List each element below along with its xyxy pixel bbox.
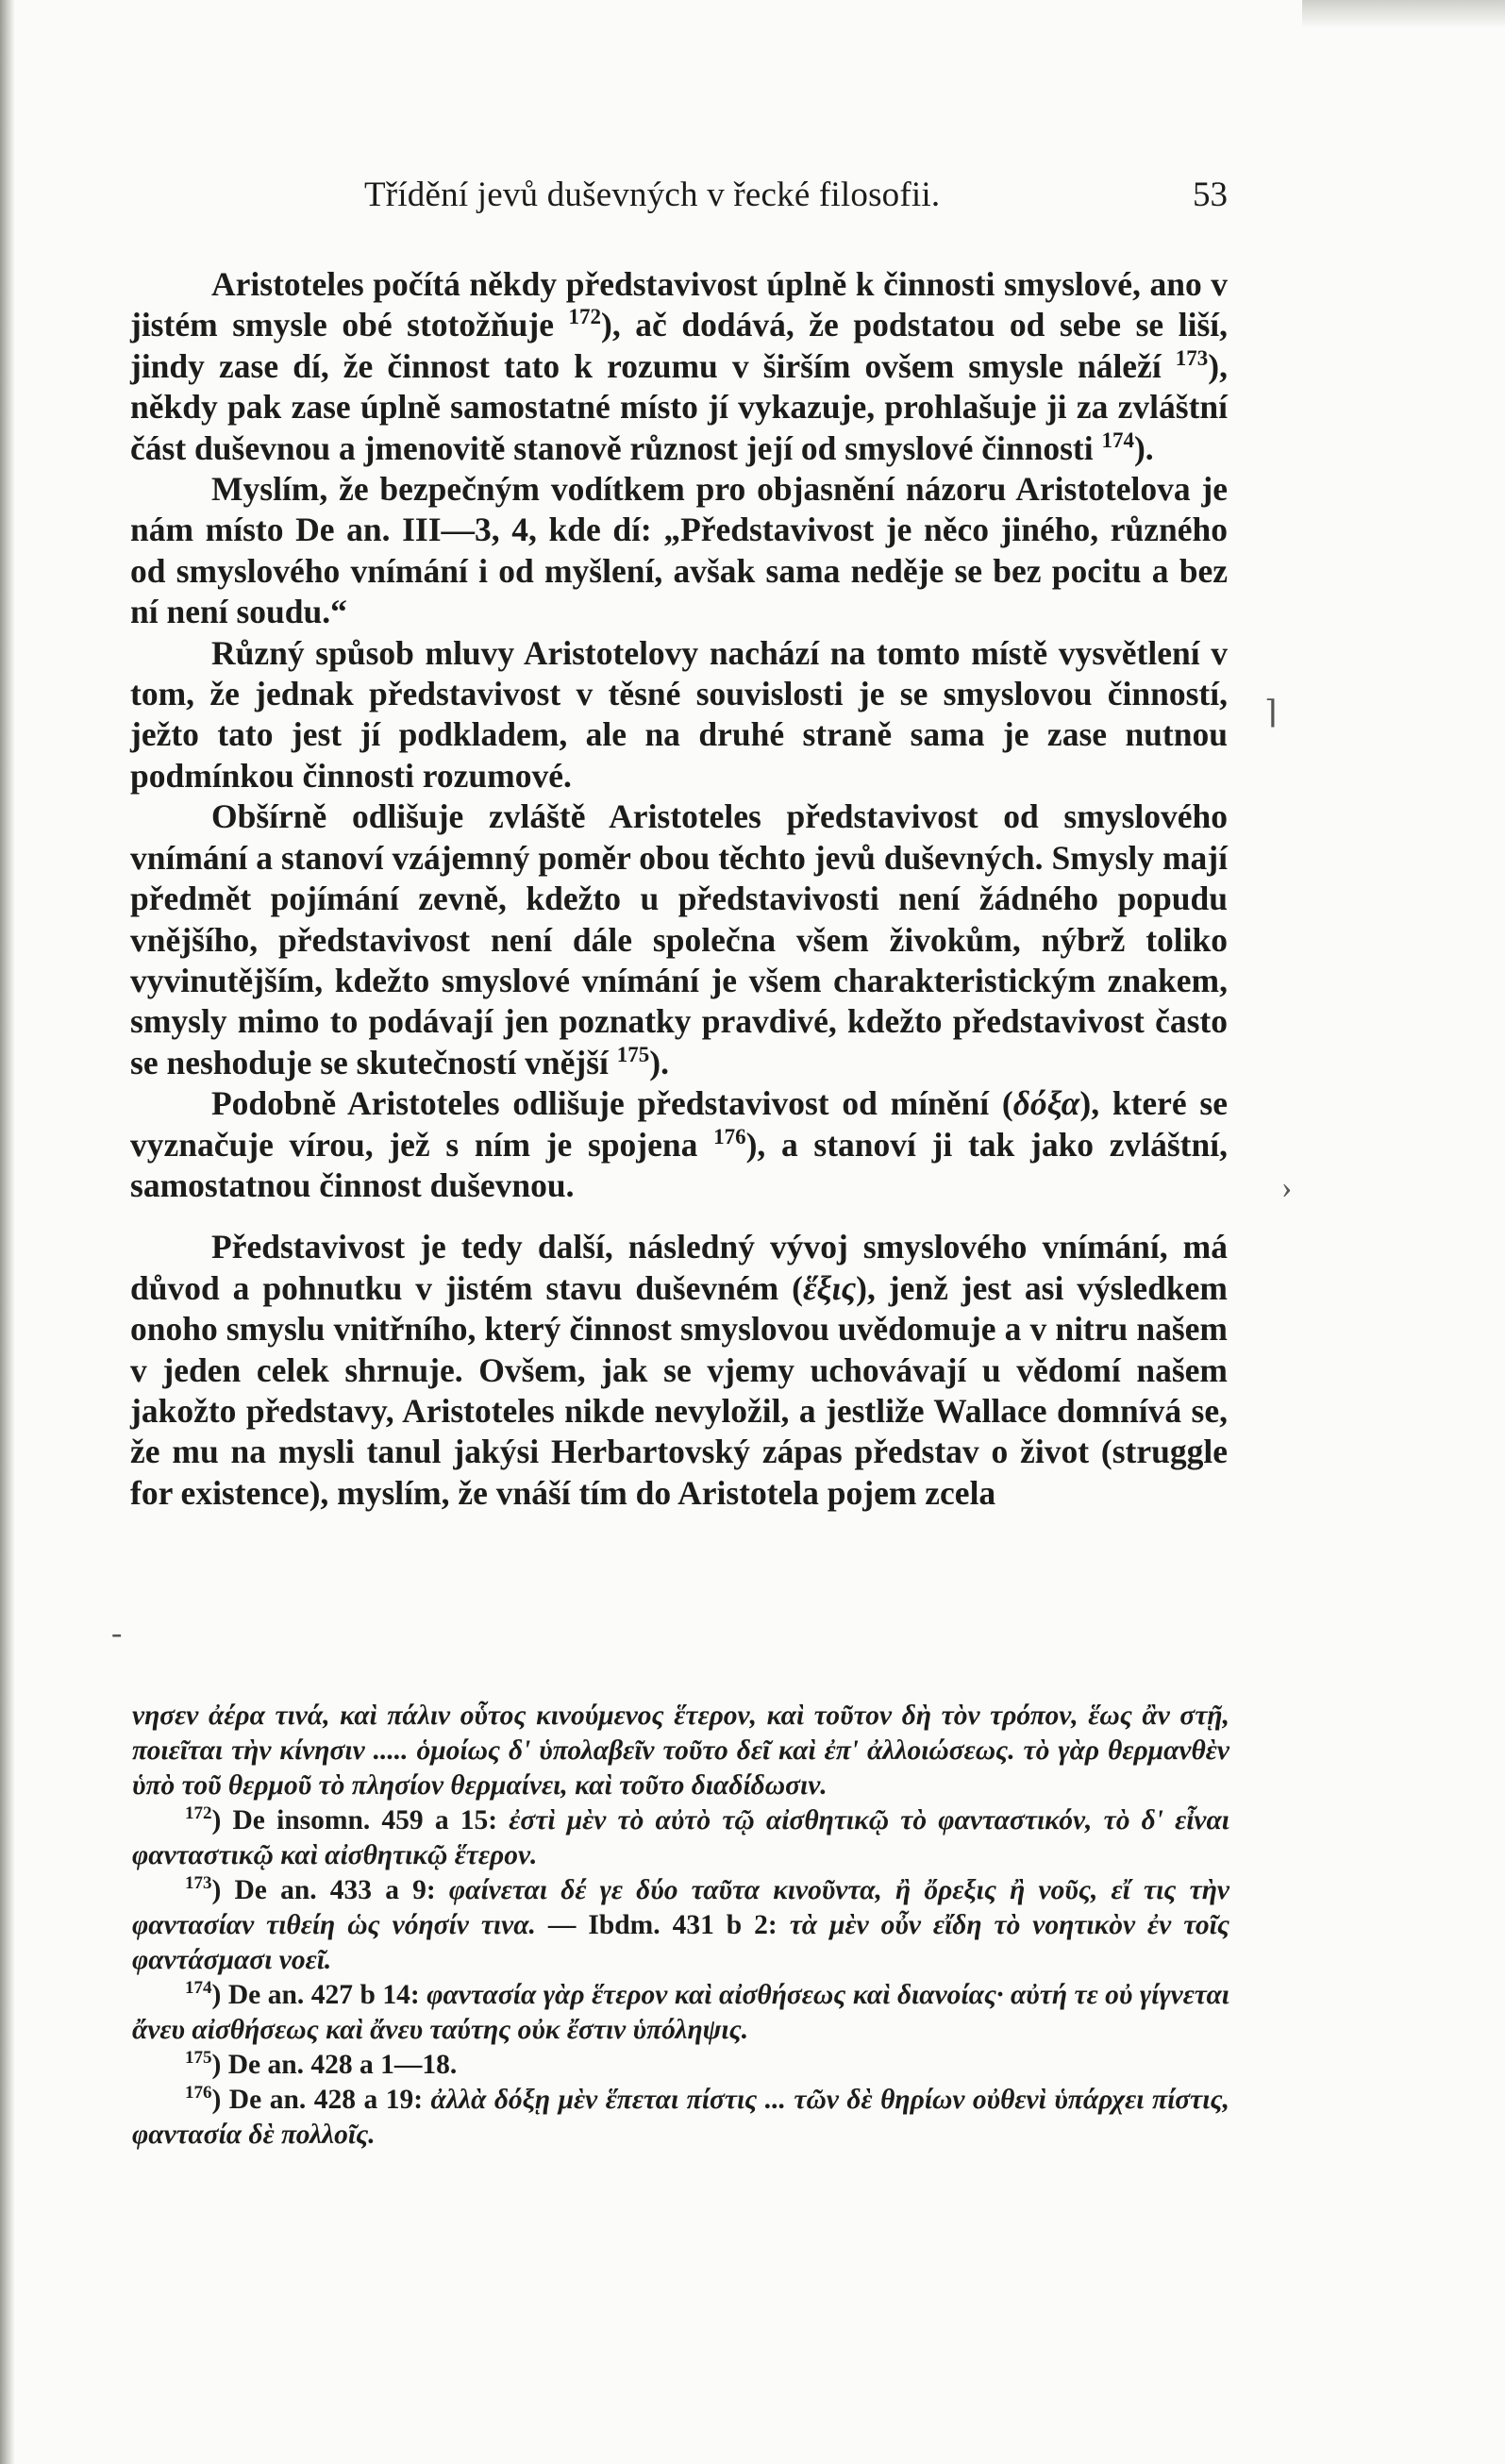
margin-angle-mark: › <box>1281 1170 1293 1205</box>
footnote <box>132 1803 1229 1873</box>
body-text-run: Podobně Aristoteles odlišuje představivost od mínění ( <box>211 1084 1013 1123</box>
footnote-number: 174 <box>185 1978 212 1999</box>
footnote-greek-quote: φαίνεται δέ γε δύο ταῦτα κινοῦντα, ἢ ὄρεξις ἢ νοῦς, εἴ τις τὴν φαντασίαν τιθείη ὡς νόησίν τινα. <box>132 1875 1229 1940</box>
body-text-run: ), které se vyznačuje vírou, jež s ním je spojena <box>130 1084 1228 1164</box>
page-header <box>130 175 1228 220</box>
body-paragraph <box>130 1227 1228 1514</box>
body-text-run: ), jenž jest asi výsledkem onoho smyslu vnitřního, který činnost smyslovou uvědomuje a v nitru našem v jeden celek shrnuje. Ovšem, jak se vjemy uchovávají u vědomí našem jakožto představy, Aristoteles nikde nevyložil, a jestliže Wallace domnívá se, že mu na mysli tanul jakýsi Herbartovský zápas představ o život (struggle for existence), myslím, že vnáší tím do Aristotela pojem zcela <box>130 1268 1229 1512</box>
footnote-citation: ) De an. 427 b 14: <box>211 1980 427 2010</box>
footnote-citation: ) De an. 428 a 1—18. <box>211 2050 458 2080</box>
footnote-number: 173 <box>185 1873 212 1894</box>
footnote-greek-quote: ἀλλὰ δόξῃ μὲν ἕπεται πίστις ... τῶν δὲ θηρίων οὐθενὶ ὑπάρχει πίστις, φαντασία δὲ πολλοῖς. <box>132 2085 1229 2150</box>
greek-term: δόξα <box>1012 1084 1080 1123</box>
body-paragraph <box>130 1083 1228 1206</box>
footnote-citation: — Ibdm. 431 b 2: <box>535 1910 790 1940</box>
margin-dash-mark: - <box>111 1616 123 1651</box>
body-text-run: ). <box>649 1043 669 1081</box>
footnote-number: 172 <box>185 1803 212 1824</box>
body-paragraph <box>130 633 1228 797</box>
footnotes <box>132 1699 1229 2153</box>
footnote-reference: 176 <box>713 1124 746 1148</box>
body-paragraph <box>130 469 1228 633</box>
margin-bracket-mark: ⌉ <box>1264 696 1278 730</box>
body-text-run: ), a stanoví ji tak jako zvláštní, samostatnou činnost duševnou. <box>130 1125 1228 1204</box>
running-head: Třídění jevů duševných v řecké filosofii. <box>364 176 941 214</box>
body-paragraph <box>130 796 1228 1083</box>
footnote-number: 175 <box>185 2048 212 2069</box>
footnote-greek-quote: ἐστὶ μὲν τὸ αὐτὸ τῷ αἰσθητικῷ τὸ φανταστικόν, τὸ δ' εἶναι φανταστικῷ καὶ αἰσθητικῷ ἕτερον. <box>132 1805 1229 1870</box>
body-text-run: ). <box>1133 428 1154 467</box>
footnote-greek-quote: φαντασία γὰρ ἕτερον καὶ αἰσθήσεως καὶ διανοίας· αὐτή τε οὐ γίγνεται ἄνευ αἰσθήσεως καὶ ἄνευ ταύτης οὐκ ἔστιν ὑπόληψις. <box>132 1980 1230 2045</box>
footnote-citation: ) De an. 428 a 19: <box>211 2085 431 2115</box>
footnote <box>132 1978 1229 2048</box>
footnote-reference: 175 <box>616 1042 650 1066</box>
footnote-reference: 174 <box>1101 427 1134 452</box>
main-text <box>130 264 1228 1514</box>
footnote <box>132 1873 1229 1978</box>
body-text-run: Různý spůsob mluvy Aristotelovy nachází na tomto místě vysvětlení v tom, že jednak představivost v těsné souvislosti je se smyslovou činností, ježto tato jest jí podkladem, ale na druhé straně sama je zase nutnou podmínkou činnosti rozumové. <box>130 633 1228 795</box>
footnote-number: 176 <box>185 2083 212 2104</box>
body-text-run: ), někdy pak zase úplně samostatné místo jí vykazuje, prohlašuje ji za zvláštní část duševnou a jmenovitě stanově různost její od smyslové činnosti <box>130 346 1228 467</box>
footnote-citation: ) De an. 433 a 9: <box>211 1875 449 1905</box>
body-text-run: ), ač dodává, že podstatou od sebe se liší, jindy zase dí, že činnost tato k rozumu v širším ovšem smysle náleží <box>130 306 1228 385</box>
footnote-reference: 172 <box>568 305 602 329</box>
body-text-run: Představivost je tedy další, následný vývoj smyslového vnímání, má důvod a pohnutku v jistém stavu duševném ( <box>130 1228 1228 1307</box>
body-text-run: Myslím, že bezpečným vodítkem pro objasnění názoru Aristotelova je nám místo De an. III—3, 4, kde dí: „Představivost je něco jiného, různého od smyslového vnímání i od myšlení, avšak sama neděje se bez pocitu a bez ní není soudu.“ <box>130 470 1228 631</box>
body-paragraph <box>130 264 1228 469</box>
footnote <box>132 2083 1229 2153</box>
page-edge-shadow <box>0 0 15 2464</box>
footnote-citation: ) De insomn. 459 a 15: <box>211 1805 510 1835</box>
greek-term: ἕξις <box>802 1268 857 1307</box>
footnote <box>132 2048 1229 2083</box>
page-number: 53 <box>1193 176 1228 214</box>
body-text-run: Aristoteles počítá někdy představivost úplně k činnosti smyslové, ano v jistém smysle obé stotožňuje <box>130 265 1228 344</box>
footnote-continuation: νησεν ἀέρα τινά, καὶ πάλιν οὗτος κινούμενος ἕτερον, καὶ τοῦτον δὴ τὸν τρόπον, ἕως ἂν στῇ, ποιεῖται τὴν κίνησιν ..... ὁμοίως δ' ὑπολαβεῖν τοῦτο δεῖ καὶ ἐπ' ἀλλοιώσεως. τὸ γὰρ θερμανθὲν ὑπὸ τοῦ θερμοῦ τὸ πλησίον θερμαίνει, καὶ τοῦτο διαδίδωσιν. <box>132 1701 1229 1801</box>
body-text-run: Obšírně odlišuje zvláště Aristoteles představivost od smyslového vnímání a stanoví vzájemný poměr obou těchto jevů duševných. Smysly mají předmět pojímání zevně, kdežto u představivosti není žádného popudu vnějšího, představivost není dále společna všem živokům, nýbrž toliko vyvinutějším, kdežto smyslové vnímání je všem charakteristickým znakem, smysly mimo to podávají jen poznatky pravdivé, kdežto představivost často se neshoduje se skutečností vnější <box>130 797 1228 1081</box>
footnote-greek-quote: τὰ μὲν οὖν εἴδη τὸ νοητικὸν ἐν τοῖς φαντάσμασι νοεῖ. <box>132 1910 1229 1975</box>
footnote-reference: 173 <box>1175 345 1209 370</box>
page-corner-shadow <box>1302 0 1505 28</box>
